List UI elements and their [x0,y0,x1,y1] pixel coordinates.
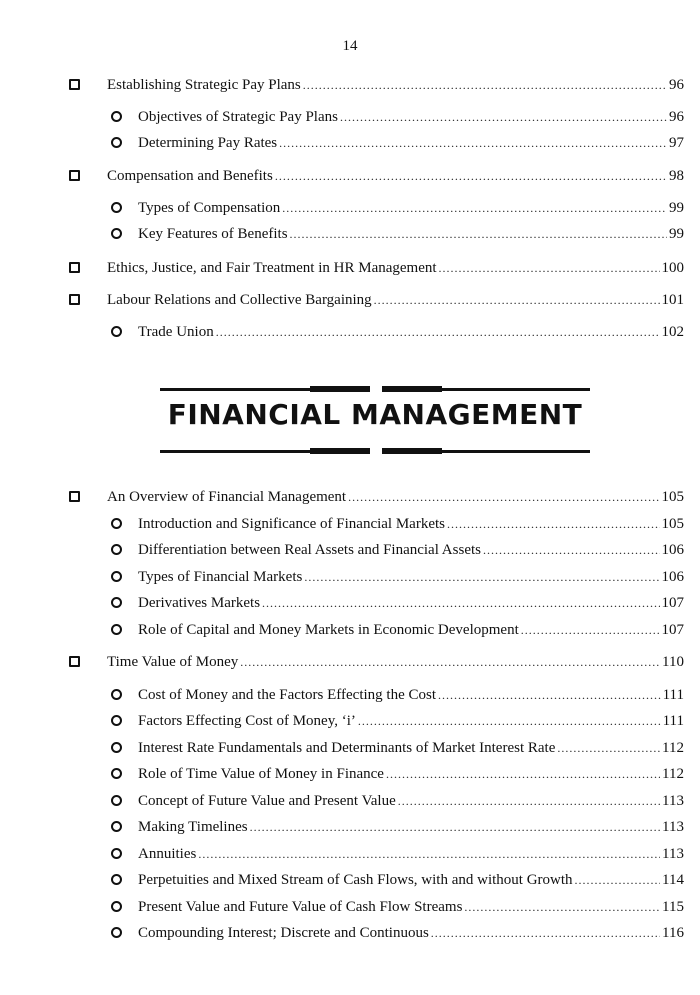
heading-bottom-rule [160,450,590,453]
leader-dots [431,922,660,944]
toc-subentry-page: 105 [661,516,684,532]
toc-subentry-page: 106 [661,569,684,585]
toc-subentry[interactable] [138,684,684,706]
leader-dots [303,74,667,96]
leader-dots [198,843,660,865]
leader-dots [557,737,660,759]
toc-subentry-title: Present Value and Future Value of Cash Flow Streams [138,899,463,915]
toc-subentry-page: 97 [669,135,684,151]
circle-bullet-icon [111,821,122,832]
section-heading-title: FINANCIAL MANAGEMENT [167,398,583,431]
leader-dots [374,289,660,311]
toc-subentry-page: 114 [662,872,684,888]
toc-subentry[interactable] [138,566,684,588]
toc-subentry-title: Types of Compensation [138,200,281,216]
circle-bullet-icon [111,326,122,337]
toc-subentry-page: 107 [661,622,684,638]
toc-entry-title: Time Value of Money [107,654,239,670]
toc-subentry-title: Concept of Future Value and Present Value [138,793,396,809]
circle-bullet-icon [111,768,122,779]
square-bullet-icon [69,170,80,181]
leader-dots [279,132,667,154]
toc-entry[interactable] [107,74,684,96]
toc-entry[interactable] [107,486,684,508]
circle-bullet-icon [111,202,122,213]
toc-subentry[interactable] [138,710,684,732]
toc-entry[interactable] [107,165,684,187]
toc-entry-title: Establishing Strategic Pay Plans [107,77,301,93]
toc-subentry[interactable] [138,896,684,918]
toc-subentry-title: Differentiation between Real Assets and Financial Assets [138,542,481,558]
toc-subentry-page: 99 [669,226,684,242]
toc-subentry-title: Role of Time Value of Money in Finance [138,766,384,782]
leader-dots [464,896,660,918]
toc-entry-title: Compensation and Benefits [107,168,273,184]
toc-subentry[interactable] [138,790,684,812]
page-number: 14 [342,38,358,54]
toc-subentry-page: 115 [662,899,684,915]
leader-dots [439,257,660,279]
leader-dots [250,816,660,838]
toc-subentry-page: 99 [669,200,684,216]
circle-bullet-icon [111,571,122,582]
circle-bullet-icon [111,624,122,635]
leader-dots [240,651,660,673]
toc-subentry-title: Compounding Interest; Discrete and Continuous [138,925,429,941]
toc-subentry-page: 113 [662,793,684,809]
toc-subentry[interactable] [138,132,684,154]
toc-subentry-page: 106 [661,542,684,558]
toc-subentry-title: Making Timelines [138,819,248,835]
toc-subentry-page: 96 [669,109,684,125]
toc-subentry[interactable] [138,513,684,535]
square-bullet-icon [69,294,80,305]
leader-dots [304,566,659,588]
leader-dots [447,513,660,535]
circle-bullet-icon [111,901,122,912]
leader-dots [398,790,660,812]
circle-bullet-icon [111,927,122,938]
toc-subentry-title: Cost of Money and the Factors Effecting the Cost [138,687,437,703]
toc-entry-page: 110 [662,654,684,670]
toc-subentry-title: Perpetuities and Mixed Stream of Cash Flows, with and without Growth [138,872,573,888]
toc-subentry[interactable] [138,106,684,128]
toc-subentry[interactable] [138,197,684,219]
leader-dots [282,197,667,219]
toc-subentry-page: 111 [662,687,684,703]
square-bullet-icon [69,79,80,90]
circle-bullet-icon [111,111,122,122]
toc-subentry-page: 112 [662,740,684,756]
toc-entry-page: 101 [661,292,684,308]
toc-subentry-page: 113 [662,846,684,862]
toc-subentry-title: Factors Effecting Cost of Money, ‘i’ [138,713,356,729]
toc-subentry[interactable] [138,737,684,759]
toc-subentry[interactable] [138,223,684,245]
toc-subentry-title: Interest Rate Fundamentals and Determinants of Market Interest Rate [138,740,556,756]
square-bullet-icon [69,262,80,273]
square-bullet-icon [69,656,80,667]
circle-bullet-icon [111,715,122,726]
toc-entry-title: Ethics, Justice, and Fair Treatment in HR Management [107,260,437,276]
square-bullet-icon [69,491,80,502]
toc-subentry-title: Introduction and Significance of Financial Markets [138,516,445,532]
circle-bullet-icon [111,848,122,859]
toc-subentry-title: Trade Union [138,324,214,340]
toc-subentry-title: Determining Pay Rates [138,135,278,151]
leader-dots [438,684,661,706]
leader-dots [386,763,660,785]
toc-subentry-title: Key Features of Benefits [138,226,288,242]
toc-subentry-title: Annuities [138,846,197,862]
toc-subentry[interactable] [138,843,684,865]
section-heading [160,380,590,460]
circle-bullet-icon [111,137,122,148]
toc-subentry-page: 112 [662,766,684,782]
circle-bullet-icon [111,795,122,806]
toc-subentry-page: 102 [661,324,684,340]
leader-dots [483,539,660,561]
toc-subentry-title: Derivatives Markets [138,595,261,611]
circle-bullet-icon [111,742,122,753]
toc-entry[interactable] [107,289,684,311]
circle-bullet-icon [111,544,122,555]
leader-dots [348,486,659,508]
circle-bullet-icon [111,689,122,700]
toc-entry-page: 105 [661,489,684,505]
toc-entry[interactable] [107,651,684,673]
toc-entry-title: Labour Relations and Collective Bargaining [107,292,372,308]
leader-dots [575,869,661,891]
toc-entry-page: 100 [661,260,684,276]
toc-entry-title: An Overview of Financial Management [107,489,347,505]
leader-dots [521,619,660,641]
toc-subentry-page: 116 [662,925,684,941]
toc-subentry-title: Objectives of Strategic Pay Plans [138,109,338,125]
leader-dots [216,321,660,343]
toc-subentry-title: Role of Capital and Money Markets in Economic Development [138,622,519,638]
toc-subentry[interactable] [138,592,684,614]
toc-subentry-page: 107 [661,595,684,611]
toc-subentry[interactable] [138,321,684,343]
toc-entry-page: 96 [669,77,684,93]
leader-dots [275,165,667,187]
toc-entry-page: 98 [669,168,684,184]
toc-subentry[interactable] [138,619,684,641]
toc-subentry[interactable] [138,539,684,561]
circle-bullet-icon [111,228,122,239]
toc-entry[interactable] [107,257,684,279]
leader-dots [358,710,661,732]
toc-subentry[interactable] [138,869,684,891]
leader-dots [340,106,667,128]
toc-subentry-title: Types of Financial Markets [138,569,303,585]
toc-subentry-page: 111 [662,713,684,729]
toc-subentry[interactable] [138,816,684,838]
circle-bullet-icon [111,597,122,608]
heading-top-rule [160,388,590,391]
leader-dots [290,223,667,245]
toc-subentry[interactable] [138,922,684,944]
circle-bullet-icon [111,518,122,529]
toc-subentry-page: 113 [662,819,684,835]
circle-bullet-icon [111,874,122,885]
toc-subentry[interactable] [138,763,684,785]
leader-dots [262,592,659,614]
